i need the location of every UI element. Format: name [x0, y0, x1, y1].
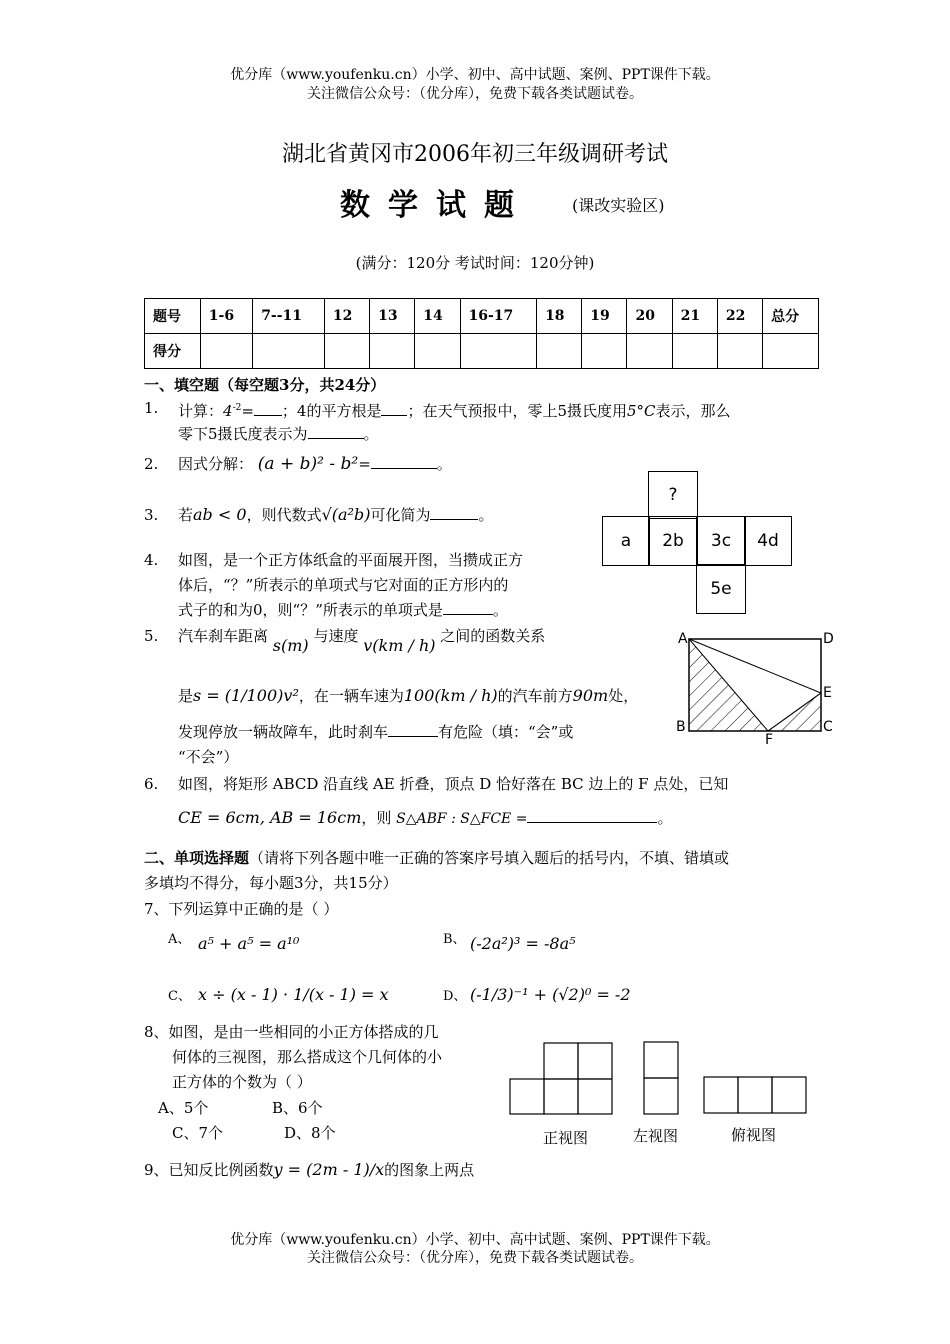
q4-line3: 式子的和为0，则“？”所表示的单项式是 。 [178, 601, 508, 619]
left-view-cell [644, 1042, 678, 1078]
score-cell[interactable] [324, 334, 369, 369]
q8-line2: 何体的三视图，那么搭成这个几何体的小 [172, 1048, 443, 1066]
q5-speed-var: v(km / h) [363, 636, 436, 655]
q5-line3 [178, 720, 573, 744]
score-cell[interactable] [582, 334, 627, 369]
q4-number: 4. [144, 551, 159, 569]
cube-face-a: a [602, 516, 650, 566]
q8-line1: 8、如图，是由一些相同的小正方体搭成的几 [144, 1023, 439, 1041]
label-d: D [823, 631, 834, 647]
q6-blank[interactable] [527, 822, 657, 823]
q5-text: ，在一辆车速为 [298, 687, 404, 705]
q5-text: 发现停放一辆故障车，此时刹车 [178, 723, 389, 741]
table-cell: 21 [672, 299, 717, 334]
q5-line1 [178, 624, 598, 655]
q7-option-d: (-1/3)⁻¹ + (√2)⁰ = -2 [470, 985, 631, 1004]
table-cell: 22 [717, 299, 762, 334]
cube-face-4d: 4d [744, 516, 792, 566]
front-view-cell [578, 1079, 612, 1114]
q2-expression: (a + b)² - b² [257, 454, 359, 474]
table-cell: 12 [324, 299, 369, 334]
top-view-label: 俯视图 [731, 1126, 777, 1144]
q1-text: 计算： [178, 402, 224, 420]
table-cell: 得分 [145, 334, 201, 369]
q7-option-d-label: D、 [443, 989, 467, 1004]
q8-option-c: C、7个 [172, 1124, 224, 1142]
score-table [144, 298, 819, 369]
label-f: F [765, 732, 774, 748]
exam-info: (满分：120分 考试时间：120分钟) [355, 254, 595, 272]
q9-line [144, 1158, 474, 1182]
q7-option-b: (-2a²)³ = -8a⁵ [470, 934, 576, 953]
q2-text: 因式分解： [178, 455, 254, 473]
q4-line2: 体后，“？”所表示的单项式与它对面的正方形内的 [178, 576, 509, 594]
q1-text: ；4的平方根是 [281, 402, 382, 420]
header-line-1: 优分库（www.youfenku.cn）小学、初中、高中试题、案例、PPT课件下载。 [230, 67, 720, 83]
table-cell: 13 [370, 299, 415, 334]
three-views-figure [508, 1040, 812, 1118]
q3-line: 若ab < 0，则代数式√(a²b)可化简为 。 [178, 505, 494, 524]
subject-label: 数学试题 [340, 188, 532, 223]
q7-option-b-label: B、 [443, 932, 466, 947]
q2-line: 因式分解： (a + b)² - b²= 。 [178, 454, 452, 474]
table-cell: 题号 [145, 299, 201, 334]
score-cell[interactable] [717, 334, 762, 369]
front-view-cell [578, 1043, 612, 1079]
table-cell: 7--11 [253, 299, 325, 334]
q1-text: 表示，那么 [655, 402, 731, 420]
q3-text: 可化简为 [370, 506, 431, 524]
score-cell[interactable] [672, 334, 717, 369]
top-view-cell [738, 1077, 772, 1113]
q4-blank[interactable] [443, 614, 493, 615]
section2-heading-line2: 多填均不得分，每小题3分，共15分） [144, 874, 398, 892]
cube-face-2b: 2b [648, 516, 698, 566]
q5-distance-var: s(m) [272, 636, 309, 655]
top-view-cell [772, 1077, 806, 1113]
score-cell[interactable] [627, 334, 672, 369]
q7-option-a: a⁵ + a⁵ = a¹⁰ [198, 934, 300, 953]
q1-text: ；在天气预报中，零上5摄氏度用 [407, 402, 628, 420]
q5-text: 汽车刹车距离 [178, 627, 269, 645]
q7-option-c: x ÷ (x - 1) · 1/(x - 1) = x [198, 985, 389, 1004]
table-cell: 18 [537, 299, 582, 334]
front-view-cell [510, 1079, 544, 1114]
score-cell[interactable] [253, 334, 325, 369]
triangle-abf [689, 639, 768, 731]
table-cell: 1-6 [200, 299, 252, 334]
score-cell[interactable] [200, 334, 252, 369]
left-view-label: 左视图 [633, 1127, 679, 1145]
q5-text: 与速度 [313, 627, 359, 645]
table-cell: 16-17 [460, 299, 537, 334]
subject-title [340, 180, 560, 224]
footer-line-1: 优分库（www.youfenku.cn）小学、初中、高中试题、案例、PPT课件下载。 [230, 1232, 720, 1248]
q1-line1: 计算：$4^{-2}=$ ；4的平方根是 ；在天气预报中，零上5摄氏度用5°C表示，那么 [178, 402, 731, 420]
exam-title: 湖北省黄冈市2006年初三年级调研考试 [282, 142, 668, 167]
q3-number: 3. [144, 506, 159, 524]
q3-expression: √(a²b) [321, 505, 371, 524]
q1-blank-3[interactable] [308, 438, 364, 439]
label-b: B [676, 719, 686, 735]
q1-blank-2[interactable] [381, 415, 407, 416]
q4-line1: 如图，是一个正方体纸盒的平面展开图，当攒成正方 [178, 551, 524, 569]
q6-text: ，则 [361, 809, 392, 827]
q5-text: 的汽车前方 [497, 687, 573, 705]
q1-base: 4 [223, 402, 233, 420]
q8-option-b: B、6个 [272, 1099, 323, 1117]
front-view-label: 正视图 [543, 1129, 589, 1147]
q5-dist: 90m [572, 686, 609, 705]
q8-option-a: A、5个 [158, 1099, 209, 1117]
score-cell[interactable] [460, 334, 537, 369]
q9-expression: y = (2m - 1)/x [273, 1160, 385, 1179]
table-cell: 14 [415, 299, 460, 334]
score-cell[interactable] [370, 334, 415, 369]
q2-number: 2. [144, 455, 159, 473]
q3-blank[interactable] [430, 519, 478, 520]
q6-given: CE = 6cm, AB = 16cm [178, 808, 362, 827]
q7-stem: 7、下列运算中正确的是（ ） [144, 900, 339, 918]
q1-line2: 零下5摄氏度表示为 。 [178, 425, 379, 443]
q3-text: 若 [178, 506, 194, 524]
section2-title: 二、单项选择题 [144, 849, 250, 867]
cube-face-question: ? [648, 471, 698, 519]
label-e: E [823, 685, 832, 701]
q2-blank[interactable] [371, 468, 437, 469]
top-view-cell [704, 1077, 738, 1113]
q5-number: 5. [144, 627, 159, 645]
table-cell: 总分 [763, 299, 819, 334]
q3-text: ，则代数式 [246, 506, 322, 524]
label-a: A [678, 631, 688, 647]
q7-option-a-label: A、 [168, 932, 191, 947]
section2-heading [144, 846, 814, 870]
section2-instruction: （请将下列各题中唯一正确的答案序号填入题后的括号内，不填、错填或 [249, 849, 730, 867]
q1-text: 零下5摄氏度表示为 [178, 425, 308, 443]
q1-exponent: -2 [232, 403, 242, 413]
q4-text: 式子的和为0，则“？”所表示的单项式是 [178, 601, 443, 619]
score-cell[interactable] [537, 334, 582, 369]
q5-line2 [178, 684, 658, 708]
left-view-cell [644, 1078, 678, 1114]
q9-text: 的图象上两点 [384, 1161, 475, 1179]
q5-blank[interactable] [388, 736, 438, 737]
cube-face-5e: 5e [696, 564, 746, 614]
q7-option-c-label: C、 [168, 989, 191, 1004]
q5-text: 是 [178, 687, 194, 705]
footer-line-2: 关注微信公众号：（优分库），免费下载各类试题试卷。 [307, 1250, 643, 1266]
q6-line1: 如图，将矩形 ABCD 沿直线 AE 折叠，顶点 D 恰好落在 BC 边上的 F 点处，已知 [178, 775, 729, 793]
section1-heading: 一、填空题（每空题3分，共24分） [144, 376, 386, 394]
front-view-cell [544, 1079, 578, 1114]
table-cell: 19 [582, 299, 627, 334]
header-line-2: 关注微信公众号：（优分库），免费下载各类试题试卷。 [307, 86, 643, 102]
cube-face-3c: 3c [696, 516, 746, 566]
q1-temperature: 5°C [627, 402, 656, 420]
score-cell[interactable] [763, 334, 819, 369]
q6-line2: CE = 6cm, AB = 16cm，则 S△ABF : S△FCE = 。 [178, 808, 673, 827]
q9-text: 9、已知反比例函数 [144, 1161, 274, 1179]
q3-condition: ab < 0 [193, 505, 247, 524]
q8-line3: 正方体的个数为（ ） [172, 1073, 312, 1091]
q6-number: 6. [144, 775, 159, 793]
q1-blank-1[interactable] [254, 415, 282, 416]
rectangle-fold-figure [672, 628, 842, 748]
score-table-header-row [145, 299, 819, 334]
q5-text: 有危险（填：“会”或 [438, 723, 574, 741]
q5-formula: s = (1/100)v² [193, 686, 299, 705]
front-view-cell [544, 1043, 578, 1079]
subject-note: (课改实验区) [572, 196, 665, 215]
score-cell[interactable] [415, 334, 460, 369]
table-cell: 20 [627, 299, 672, 334]
q1-number: 1. [144, 399, 159, 417]
q6-ratio: S△ABF : S△FCE = [396, 811, 528, 827]
q5-text: 之间的函数关系 [440, 627, 546, 645]
label-c: C [823, 719, 833, 735]
score-table-score-row [145, 334, 819, 369]
q8-option-d: D、8个 [284, 1124, 336, 1142]
q5-line4: “不会”） [178, 748, 239, 766]
q5-speed: 100(km / h) [403, 686, 498, 705]
q5-text: 处， [608, 687, 639, 705]
